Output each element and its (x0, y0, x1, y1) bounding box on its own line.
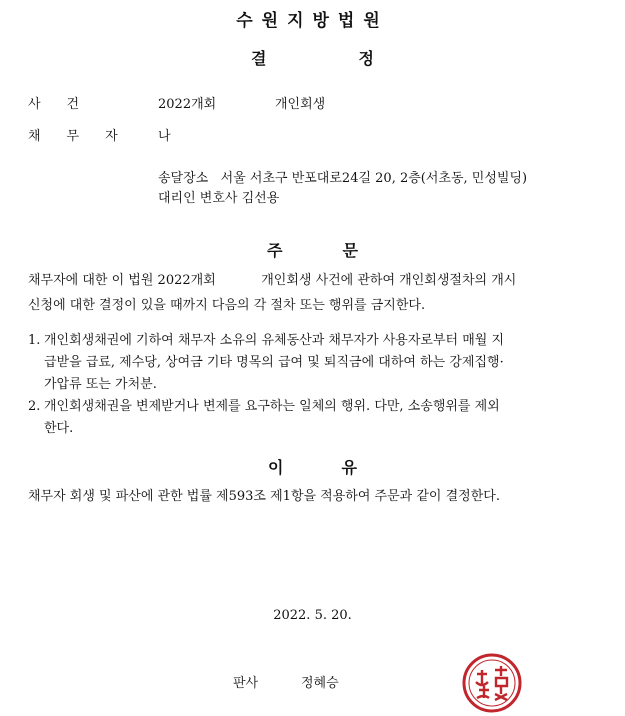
debtor-label: 채무자 (28, 129, 144, 144)
order-heading-part-1: 주 (267, 241, 283, 260)
reason-heading-part-1: 이 (268, 458, 284, 477)
address-value: 서울 서초구 반포대로24길 20, 2층(서초동, 민성빌딩) (220, 171, 528, 186)
judge-title: 판사 (233, 676, 259, 691)
order-paragraph (28, 268, 516, 318)
list-item (28, 396, 504, 440)
court-name: 수원지방법원 (236, 11, 389, 31)
reason-heading-part-2: 유 (341, 458, 357, 477)
item-number: 1. (28, 333, 41, 348)
order-paragraph-line: 신청에 대한 결정이 있을 때까지 다음의 각 절차 또는 행위를 금지한다. (28, 298, 426, 313)
item-line: 한다. (44, 421, 74, 436)
reason-text: 채무자 회생 및 파산에 관한 법률 제593조 제1항을 적용하여 주문과 같이 결정한다. (28, 489, 500, 504)
judge-seal-icon (461, 652, 523, 714)
order-list (28, 330, 504, 440)
item-line: 개인회생채권을 변제받거나 변제를 요구하는 일체의 행위. 다만, 소송행위를 제외 (44, 399, 500, 414)
document-title (0, 46, 625, 69)
attorney: 대리인 변호사 김선용 (158, 191, 280, 206)
order-heading-part-2: 문 (342, 241, 358, 260)
decision-date: 2022. 5. 20. (273, 608, 352, 623)
item-line: 가압류 또는 가처분. (44, 377, 157, 392)
address-label: 송달장소 (158, 171, 209, 186)
document-title-part-2: 정 (358, 49, 374, 68)
document-title-part-1: 결 (251, 49, 267, 68)
item-line: 급받을 급료, 제수당, 상여금 기타 명목의 급여 및 퇴직금에 대하여 하는 강제집행· (44, 355, 504, 370)
case-label: 사건 (28, 97, 106, 112)
item-number: 2. (28, 399, 41, 414)
case-type: 개인회생 (275, 97, 326, 112)
item-line: 개인회생채권에 기하여 채무자 소유의 유체동산과 채무자가 사용자로부터 매월 지 (44, 333, 505, 348)
service-address (158, 167, 527, 186)
order-paragraph-line: 채무자에 대한 이 법원 2022개회 개인회생 사건에 관하여 개인회생절차의 개시 (28, 273, 517, 288)
order-heading (0, 238, 625, 261)
debtor-value: 나 (158, 129, 171, 144)
judge-name: 정혜승 (301, 676, 339, 691)
list-item (28, 330, 504, 396)
reason-heading (0, 455, 625, 478)
case-number: 2022개회 (158, 97, 217, 112)
